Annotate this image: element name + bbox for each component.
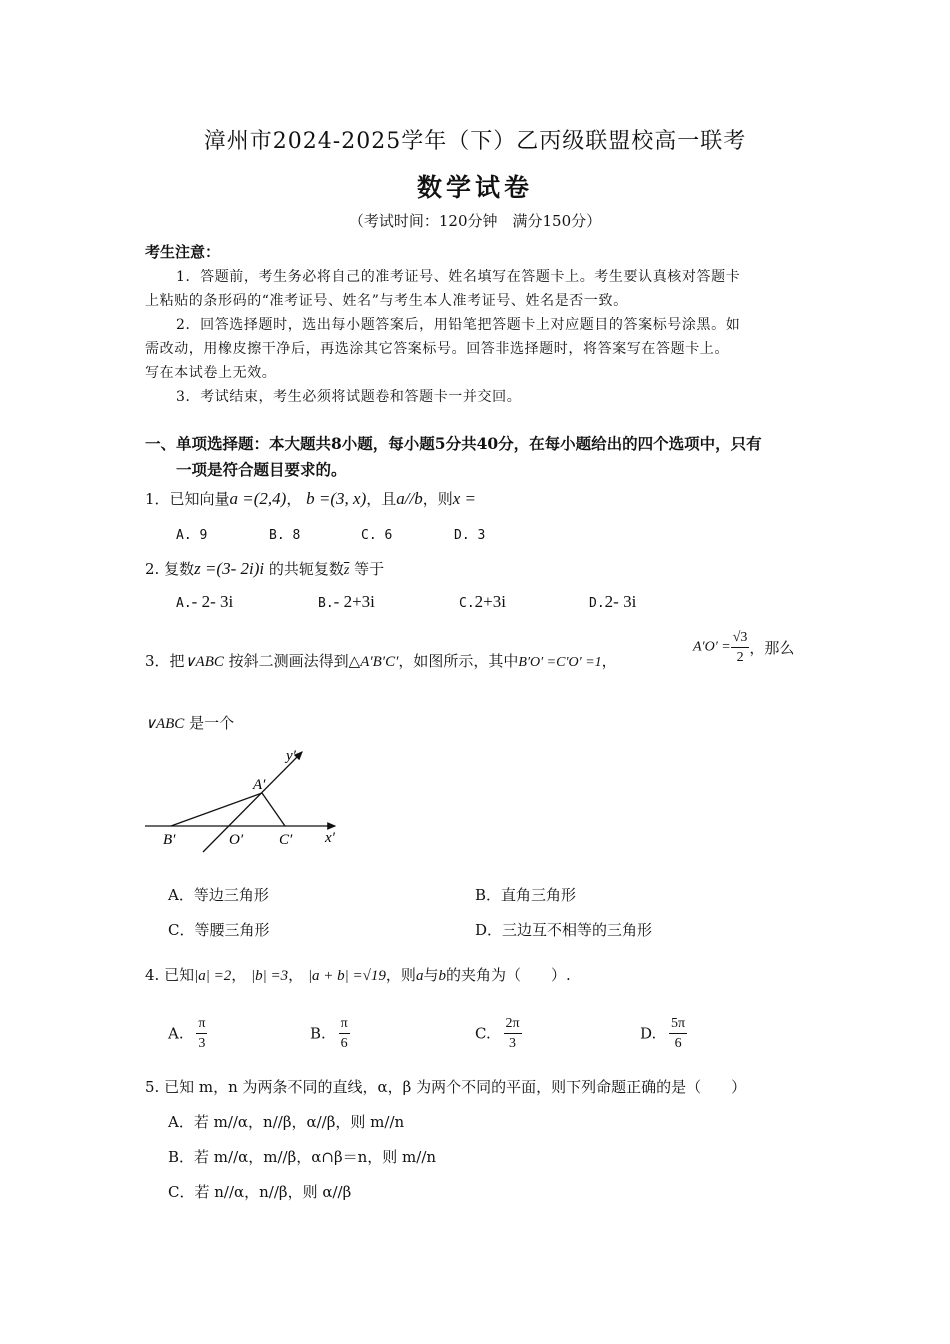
question-2	[145, 558, 384, 579]
q2-zbar: $\overline{z}$	[343, 563, 350, 578]
q2-option-a[interactable]	[176, 592, 233, 612]
option-letter: C.	[475, 1024, 491, 1043]
frac-num: π	[196, 1014, 207, 1034]
option-value: - 2- 3i	[191, 592, 234, 611]
option-letter: B.	[318, 596, 334, 611]
q2-z: z =(3- 2i)i	[194, 559, 265, 578]
section-heading: 一、单项选择题：本大题共8小题，每小题5分共40分，在每小题给出的四个选项中，只有	[145, 434, 762, 453]
label-y: y′	[286, 748, 296, 764]
q4-prefix: 4. 已知	[145, 966, 195, 984]
label-c: C′	[279, 832, 293, 848]
q4-b: b	[438, 968, 446, 984]
q2-prefix: 2. 复数	[145, 560, 195, 578]
q4-sep1: ，	[231, 966, 247, 984]
q4-norm-sum: |a + b| =√19	[307, 968, 386, 984]
frac-den: 6	[674, 1036, 682, 1051]
option-fraction	[196, 1014, 207, 1053]
q4-norm-a: |a| =2	[194, 968, 232, 984]
option-letter: A.	[176, 596, 192, 611]
paper-subject-title: 数学试卷	[416, 173, 533, 202]
q1-vector-a: a =(2,4)	[229, 489, 287, 508]
q1-option-a[interactable]: A. 9	[176, 528, 208, 543]
q5-option-c[interactable]: C．若 n//α，n//β，则 α//β	[168, 1183, 352, 1201]
option-letter: B.	[310, 1024, 326, 1043]
q1-mid: ，且	[366, 490, 397, 508]
q2-option-d[interactable]	[589, 592, 636, 612]
q3-figure	[140, 740, 350, 855]
option-fraction	[339, 1014, 350, 1053]
q3-option-b[interactable]: B．直角三角形	[475, 886, 577, 904]
frac-den: 6	[340, 1036, 348, 1051]
q4-mid: ，则	[385, 966, 416, 984]
q3-option-c[interactable]: C．等腰三角形	[168, 921, 270, 939]
q4-norm-b: |b| =3	[251, 968, 289, 984]
q4-option-a[interactable]	[168, 1014, 207, 1053]
q2-mid: 的共轭复数	[268, 560, 344, 578]
q1-vector-b: b =(3, x)	[306, 489, 367, 508]
q3-prefix: 3．把	[145, 652, 185, 670]
notice-line: 3．考试结束，考生必须将试题卷和答题卡一并交回。	[176, 389, 522, 405]
segment-ba	[171, 793, 262, 826]
q1-option-c[interactable]: C. 6	[361, 528, 393, 543]
q3-ao-expr	[693, 628, 794, 667]
q3-sep: ，	[601, 652, 617, 670]
notice-line: 写在本试卷上无效。	[145, 365, 277, 381]
option-fraction	[504, 1014, 522, 1053]
frac-den: 3	[509, 1036, 517, 1051]
q4-with: 与	[423, 966, 439, 984]
option-letter: D.	[589, 596, 605, 611]
q3-option-d[interactable]: D．三边互不相等的三角形	[475, 921, 653, 939]
option-letter: C.	[459, 596, 475, 611]
label-a: A′	[253, 777, 266, 793]
option-value: 2- 3i	[604, 592, 637, 611]
frac-num: π	[339, 1014, 350, 1034]
question-5: 5. 已知 m，n 为两条不同的直线，α，β 为两个不同的平面，则下列命题正确的是（ ）	[145, 1078, 747, 1096]
q4-suffix: 的夹角为（ ）.	[445, 966, 571, 984]
option-letter: A.	[168, 1024, 184, 1043]
option-value: 2+3i	[474, 592, 506, 611]
notice-line: 需改动，用橡皮擦干净后，再选涂其它答案标号。回答非选择题时，将答案写在答题卡上。	[145, 341, 729, 357]
q4-option-d[interactable]	[640, 1014, 687, 1053]
q3-option-a[interactable]: A．等边三角形	[168, 886, 269, 904]
notice-heading: 考生注意：	[145, 243, 221, 261]
frac-num: 5π	[669, 1014, 687, 1034]
q2-suffix: 等于	[354, 560, 385, 578]
q4-sep2: ，	[288, 966, 304, 984]
q1-then: ，则	[422, 490, 453, 508]
q4-option-b[interactable]	[310, 1014, 350, 1053]
q3-segments: B′O′ =C′O′ =1	[518, 655, 602, 670]
q1-sep: ，	[286, 490, 302, 508]
label-x: x′	[325, 830, 335, 846]
label-b: B′	[163, 832, 176, 848]
q3-mid2: ，如图所示，其中	[398, 652, 519, 670]
option-value: - 2+3i	[333, 592, 375, 611]
q3-frac-den: 2	[736, 650, 744, 665]
q3-fraction	[731, 628, 750, 667]
exam-title: 漳州市2024-2025学年（下）乙丙级联盟校高一联考	[203, 129, 747, 154]
q2-option-b[interactable]	[318, 592, 375, 612]
option-fraction	[669, 1014, 687, 1053]
question-4	[145, 964, 571, 985]
q3-mid1: 按斜二测画法得到△	[228, 652, 361, 670]
q3-triangle: ∨ABC	[184, 654, 224, 670]
frac-num: 2π	[504, 1014, 522, 1034]
q4-a: a	[415, 968, 424, 984]
notice-line: 2．回答选择题时，选出每小题答案后，用铅笔把答题卡上对应题目的答案标号涂黑。如	[176, 317, 741, 333]
q1-x: x =	[452, 489, 476, 508]
q3-ao: A′O′ =	[693, 639, 731, 655]
exam-time-info: （考试时间：120分钟 满分150分）	[348, 212, 602, 230]
q2-option-c[interactable]	[459, 592, 506, 612]
q3-suffix: ，那么	[749, 639, 795, 657]
frac-den: 3	[198, 1036, 206, 1051]
question-1	[145, 488, 476, 509]
q1-option-b[interactable]: B. 8	[269, 528, 301, 543]
q3-triangle-2: ∨ABC	[145, 716, 185, 732]
q3-line2-text: 是一个	[189, 714, 235, 732]
q4-option-c[interactable]	[475, 1014, 522, 1053]
label-o: O′	[229, 832, 244, 848]
question-3	[145, 650, 617, 671]
notice-line: 上粘贴的条形码的“准考证号、姓名”与考生本人准考证号、姓名是否一致。	[145, 293, 628, 309]
q5-option-b[interactable]: B．若 m//α，m//β，α∩β＝n，则 m//n	[168, 1148, 437, 1166]
q1-option-d[interactable]: D. 3	[454, 528, 486, 543]
notice-line: 1．答题前，考生务必将自己的准考证号、姓名填写在答题卡上。考生要认真核对答题卡	[176, 269, 741, 285]
option-letter: D.	[640, 1024, 657, 1043]
section-heading-cont: 一项是符合题目要求的。	[176, 460, 347, 479]
q3-triangle-prime: A′B′C′	[360, 654, 399, 670]
q3-frac-num: √3	[731, 628, 750, 648]
segment-ac	[262, 793, 285, 826]
q5-option-a[interactable]: A．若 m//α，n//β，α//β，则 m//n	[168, 1113, 405, 1131]
q1-parallel: a//b	[396, 489, 423, 508]
q3-line2	[145, 712, 234, 733]
q1-prefix: 1．已知向量	[145, 490, 230, 508]
